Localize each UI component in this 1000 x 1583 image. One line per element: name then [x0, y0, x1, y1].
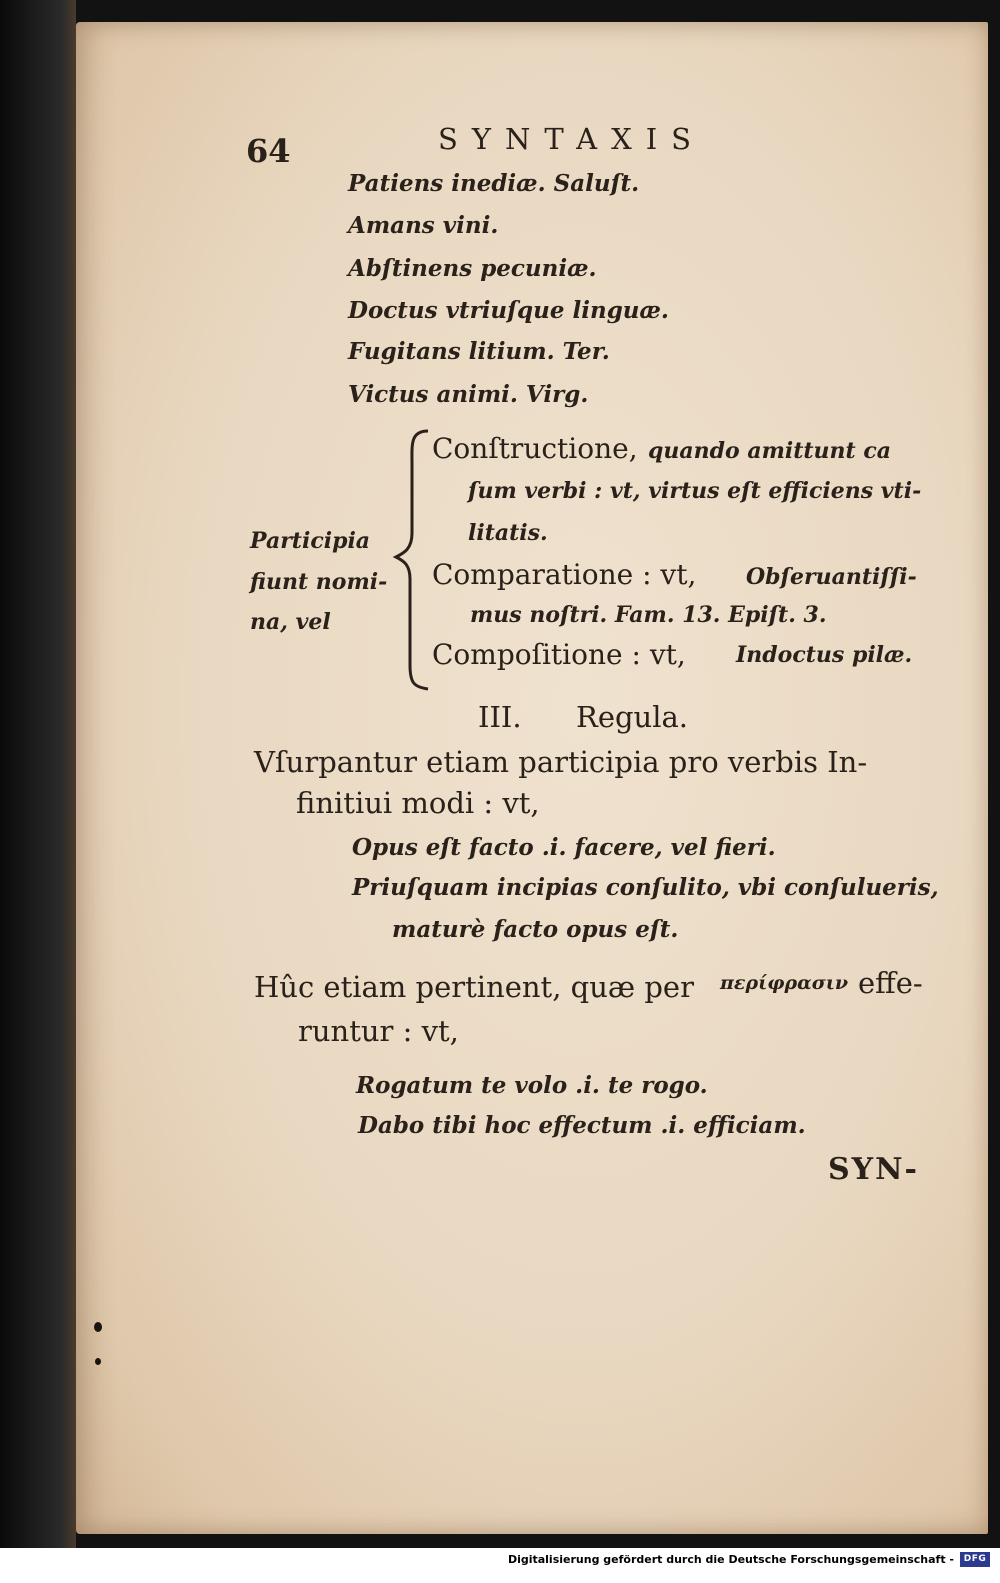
entry-note: Obſeruantiſſi-	[746, 564, 917, 590]
example-line: Rogatum te volo .i. te rogo.	[356, 1072, 708, 1099]
example-line: Amans vini.	[348, 212, 499, 239]
catchword: SYN-	[828, 1152, 919, 1187]
entry-head: Conſtructione,	[432, 432, 638, 465]
running-title: SYNTAXIS	[438, 122, 706, 156]
rule-title: Regula.	[576, 700, 689, 734]
entry-continuation: litatis.	[468, 520, 548, 546]
bracket-label-line: na, vel	[250, 609, 331, 635]
dfg-logo: DFG	[960, 1552, 990, 1567]
page-number: 64	[246, 132, 291, 170]
rule-example: Opus eſt facto .i. facere, vel fieri.	[352, 834, 776, 861]
rule-example: Priuſquam incipias conſulito, vbi conſulueris,	[352, 874, 939, 901]
paragraph-line: Hûc etiam pertinent, quæ per	[254, 970, 694, 1004]
entry-note: quando amittunt ca	[648, 438, 892, 464]
ink-spot	[94, 1322, 102, 1332]
bracket-label-line: Participia	[250, 528, 371, 554]
entry-continuation: ſum verbi : vt, virtus eſt efficiens vti-	[468, 478, 922, 504]
entry-note: Indoctus pilæ.	[736, 642, 913, 668]
paragraph-line: effe-	[858, 966, 923, 1000]
example-line: Patiens inediæ. Saluſt.	[348, 170, 640, 197]
example-line: Fugitans litium. Ter.	[348, 338, 610, 365]
paragraph-line: runtur : vt,	[298, 1014, 459, 1048]
rule-number: III.	[478, 700, 522, 734]
book-gutter-shadow	[0, 0, 76, 1583]
rule-example: maturè facto opus eſt.	[392, 916, 679, 943]
rule-text-line: finitiui modi : vt,	[296, 786, 540, 820]
rule-text-line: Vſurpantur etiam participia pro verbis In-	[254, 745, 868, 779]
entry-head: Comparatione : vt,	[432, 558, 697, 591]
entry-continuation: mus noſtri. Fam. 13. Epiſt. 3.	[470, 602, 827, 628]
example-line: Dabo tibi hoc effectum .i. efficiam.	[358, 1112, 806, 1139]
example-line: Doctus vtriuſque linguæ.	[348, 297, 669, 324]
footer-credit: Digitalisierung gefördert durch die Deutsche Forschungsgemeinschaft -	[507, 1553, 954, 1566]
bracket-label-line: fiunt nomi-	[250, 569, 388, 595]
curly-brace	[388, 425, 438, 693]
ink-spot	[95, 1358, 101, 1365]
example-line: Abſtinens pecuniæ.	[348, 255, 597, 282]
example-line: Victus animi. Virg.	[348, 381, 589, 408]
greek-term: περίφρασιν	[720, 972, 849, 994]
entry-head: Compoſitione : vt,	[432, 638, 686, 671]
